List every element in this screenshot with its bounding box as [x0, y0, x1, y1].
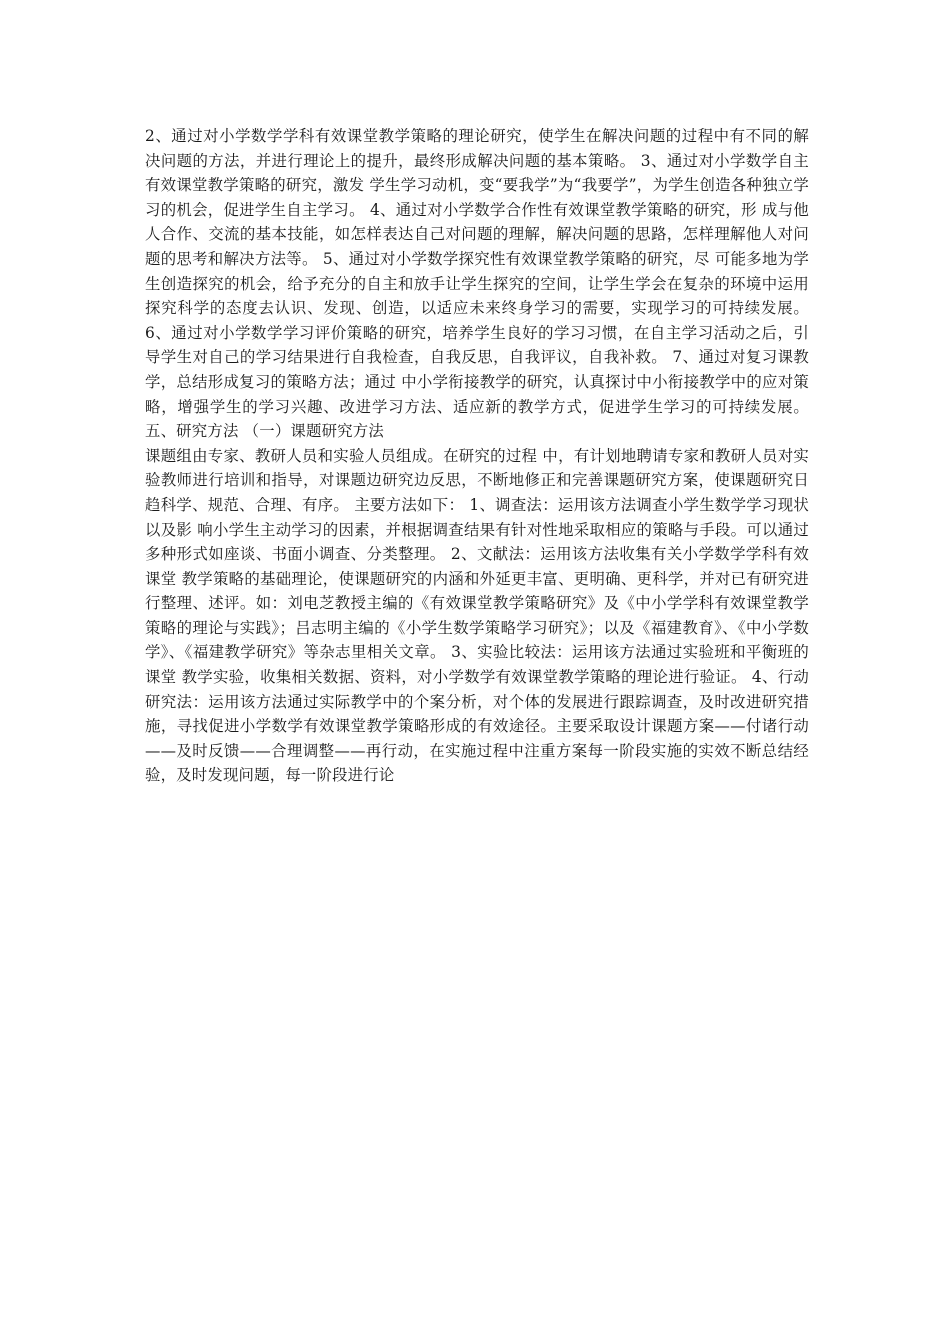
document-body [145, 124, 809, 788]
body-paragraph-1: 2、通过对小学数学学科有效课堂教学策略的理论研究，使学生在解决问题的过程中有不同的解决问题的方法，并进行理论上的提升，最终形成解决问题的基本策略。 3、通过对小学数学自主有效课堂教学策略的研究，激发 学生学习动机，变“要我学”为“我要学”，为学生创造各种独立学习的机会，促进学生自主学习。 4、通过对小学数学合作性有效课堂教学策略的研究，形 成与他人合作、交流的基本技能，如怎样表达自己对问题的理解，解决问题的思路，怎样理解他人对问题的思考和解决方法等。 5、通过对小学数学探究性有效课堂教学策略的研究，尽 可能多地为学生创造探究的机会，给予充分的自主和放手让学生探究的空间，让学生学会在复杂的环境中运用探究科学的态度去认识、发现、创造，以适应未来终身学习的需要，实现学习的可持续发展。 6、通过对小学数学学习评价策略的研究，培养学生良好的学习习惯，在自主学习活动之后，引导学生对自己的学习结果进行自我检查，自我反思，自我评议，自我补救。 7、通过对复习课教学，总结形成复习的策略方法；通过 中小学衔接教学的研究，认真探讨中小衔接教学中的应对策略，增强学生的学习兴趣、改进学习方法、适应新的教学方式，促进学生学习的可持续发展。 五、研究方法 （一）课题研究方法 [145, 127, 809, 441]
body-paragraph-2: 课题组由专家、教研人员和实验人员组成。在研究的过程 中，有计划地聘请专家和教研人员对实验教师进行培训和指导，对课题边研究边反思，不断地修正和完善课题研究方案，使课题研究日趋科学、规范、合理、有序。 主要方法如下： 1、调查法：运用该方法调查小学生数学学习现状以及影 响小学生主动学习的因素，并根据调查结果有针对性地采取相应的策略与手段。可以通过多种形式如座谈、书面小调查、分类整理。 2、文献法：运用该方法收集有关小学数学学科有效课堂 教学策略的基础理论，使课题研究的内涵和外延更丰富、更明确、更科学，并对已有研究进行整理、述评。如：刘电芝教授主编的《有效课堂教学策略研究》及《中小学学科有效课堂教学策略的理论与实践》；吕志明主编的《小学生数学策略学习研究》；以及《福建教育》、《中小学数学》、《福建教学研究》等杂志里相关文章。 3、实验比较法：运用该方法通过实验班和平衡班的课堂 教学实验，收集相关数据、资料，对小学数学有效课堂教学策略的理论进行验证。 4、行动研究法：运用该方法通过实际教学中的个案分析，对个体的发展进行跟踪调查，及时改进研究措施，寻找促进小学数学有效课堂教学策略形成的有效途径。主要采取设计课题方案——付诸行动——及时反馈——合理调整——再行动，在实施过程中注重方案每一阶段实施的实效不断总结经验，及时发现问题，每一阶段进行论 [145, 446, 809, 785]
